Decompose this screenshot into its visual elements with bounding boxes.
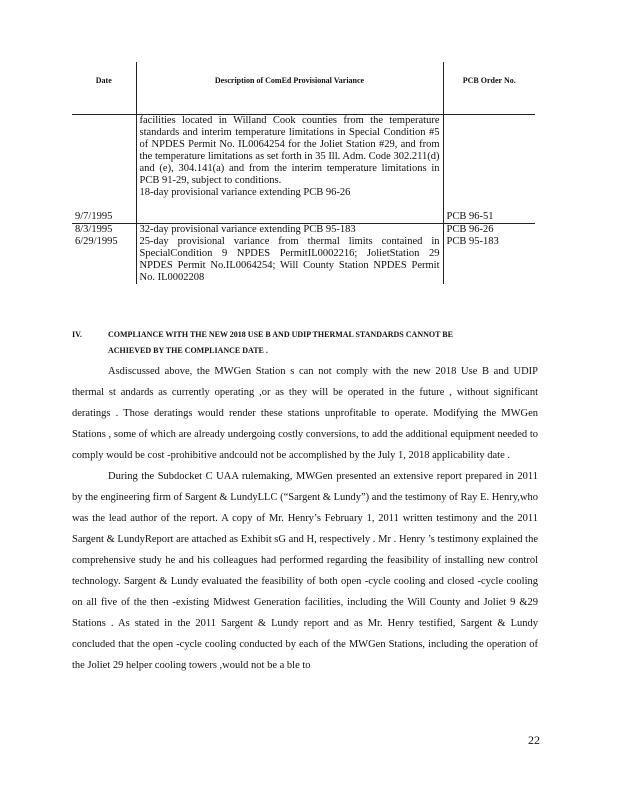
table-header-row (72, 62, 535, 114)
header-description: Description of ComEd Provisional Variance (136, 62, 443, 114)
header-date: Date (72, 62, 136, 114)
row-date: 9/7/1995 (75, 210, 113, 222)
body-text (72, 361, 538, 676)
table-row (72, 114, 535, 223)
section-number: IV. (72, 330, 82, 339)
provisional-variance-table (72, 62, 535, 284)
paragraph: Asdiscussed above, the MWGen Station s can not comply with the new 2018 Use B and UDIP thermal st andards as currently operating ,or as they will be operated in the future , without significant deratings . Those deratings would render these stations unprofitable to operate. Modifying the MWGen Stations , some of which are already undergoing costly conversions, to add the additional equipment needed to comply would be cost -prohibitive andcould not be accomplished by the July 1, 2018 applicability date . (72, 366, 538, 461)
paragraph: During the Subdocket C UAA rulemaking, MWGen presented an extensive report prepared in 2011 by the engineering firm of Sargent & LundyLLC (“Sargent & Lundy”) and the testimony of Ray E. Henry,who was the lead author of the report. A copy of Mr. Henry’s February 1, 2011 written testimony and the 2011 Sargent & LundyReport are attached as Exhibit sG and H, respectively . Mr . Henry ’s testimony explained the comprehensive study he and his colleagues had performed regarding the feasibility of installing new control technology. Sargent & Lundy evaluated the feasibility of both open -cycle cooling and closed -cycle cooling on all five of the then -existing Midwest Generation facilities, including the Will County and Joliet 9 &29 Stations . As stated in the 2011 Sargent & Lundy report and as Mr. Henry testified, Sargent & Lundy concluded that the open -cycle cooling conducted by each of the MWGen Stations, including the operation of the Joliet 29 helper cooling towers ,would not be a ble to (72, 471, 538, 671)
page-number: 22 (528, 733, 540, 747)
section-title: COMPLIANCE WITH THE NEW 2018 USE B AND UDIP THERMAL STANDARDS CANNOT BE ACHIEVED BY THE COMPLIANCE DATE . (108, 330, 453, 355)
row-pcb-order: PCB 95-183 (446, 235, 499, 247)
continued-description: facilities located in Willand Cook counties from the temperature standards and interim temperature limitations in Special Condition #5 of NPDES Permit No. IL0064254 for the Joliet Station #29, and from the temperature limitations as set forth in 35 Ill. Adm. Code 302.211(d) and (e), 304.141(a) and from the interim temperature limitations in PCB 91-29, subject to conditions. (139, 114, 440, 186)
row-date: 8/3/1995 (75, 223, 113, 235)
row-description: 18-day provisional variance extending PCB 96-26 (139, 186, 351, 198)
header-pcb-order: PCB Order No. (443, 62, 535, 114)
row-description: 25-day provisional variance from thermal limits contained in SpecialCondition 9 NPDES PermitIL0002216; JolietStation 29 NPDES Permit No.IL0064254; Will County Station NPDES Permit No. IL0002208 (139, 235, 440, 283)
row-description: 32-day provisional variance extending PCB 95-183 (139, 223, 356, 235)
variance-table-container (72, 62, 535, 284)
row-pcb-order: PCB 96-26 (446, 223, 494, 235)
row-pcb-order: PCB 96-51 (446, 210, 494, 222)
row-date: 6/29/1995 (75, 235, 118, 247)
table-row (72, 223, 535, 284)
